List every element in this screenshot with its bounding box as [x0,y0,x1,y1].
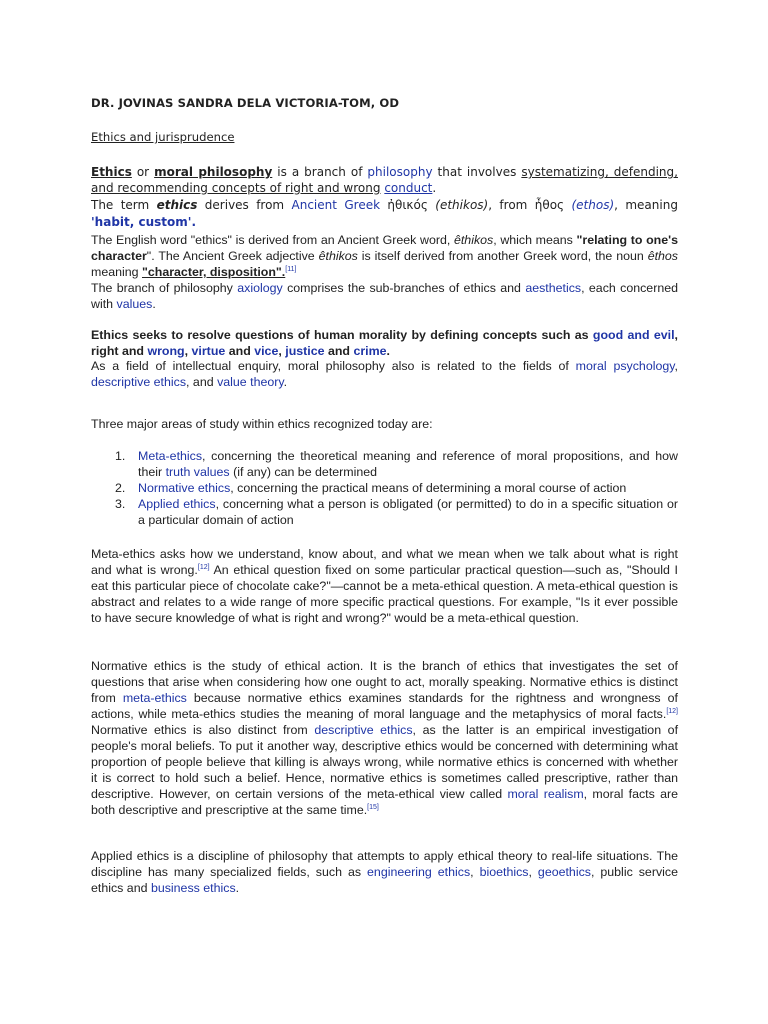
link-business-ethics[interactable]: business ethics [150,881,236,895]
link-meta-ethics[interactable]: Meta-ethics [138,449,203,463]
list-item [91,496,678,528]
text: , [528,865,532,879]
text: , from [488,198,528,212]
text: and [327,344,350,358]
paragraph-definition [91,164,678,196]
text: , concerning the theoretical meaning and reference of moral propositions, and how their [138,449,678,479]
text: Applied ethics is a discipline of philosophy that attempts to apply ethical theory to real-life situations. The discipline has many specialized fields, such as [91,849,678,879]
link-wrong[interactable]: wrong [147,344,185,358]
meaning-phrase: "character, disposition". [141,265,286,279]
greek-term: êthos [647,249,678,263]
greek-word: ἦθος [534,198,565,212]
greek-term: êthikos [318,249,358,263]
link-conduct[interactable]: conduct [384,181,433,195]
link-descriptive-ethics-2[interactable]: descriptive ethics [314,723,413,737]
list-number: 3. [115,497,126,511]
term-ethics: Ethics [91,165,132,179]
text: Meta-ethics asks how we understand, know about, and what we mean when we talk about what is right and what is wrong. [91,547,678,577]
link-truth-values[interactable]: truth values [165,465,230,479]
text: , meaning [614,198,678,212]
link-normative-ethics[interactable]: Normative ethics [138,481,231,495]
text: . [235,881,240,895]
link-ancient-greek[interactable]: Ancient Greek [291,198,381,212]
text: The term [91,198,150,212]
meaning-habit-custom: 'habit, custom'. [91,215,197,229]
text: because normative ethics examines standards for the rightness and wrongness of actions, while meta-ethics studies the meaning of moral language and the metaphysics of moral facts. [91,691,678,721]
text: , which means [493,233,573,247]
text: that involves [437,165,517,179]
term-moral-philosophy: moral philosophy [154,165,273,179]
text: comprises the sub-branches of ethics and [287,281,521,295]
text: , each concerned with [91,281,679,311]
link-applied-ethics[interactable]: Applied ethics [138,497,216,511]
paragraph-english-word [91,232,678,280]
greek-word: ἠθικός [387,198,428,212]
citation[interactable]: [11] [285,265,297,273]
link-axiology[interactable]: axiology [237,281,283,295]
link-descriptive-ethics[interactable]: descriptive ethics [91,375,187,389]
areas-list [91,448,678,528]
term-ethics-italic: ethics [156,198,198,212]
list-item [91,448,678,480]
text: . [432,181,437,195]
text: , public service ethics and [91,865,678,895]
text: Ethics seeks to resolve questions of human morality by defining concepts such as [91,328,589,342]
text: , concerning what a person is obligated (or permitted) to do in a specific situation or a particular domain of action [138,497,678,527]
link-good-and-evil[interactable]: good and evil [592,328,675,342]
text: , concerning the practical means of determining a moral course of action [230,481,627,495]
text: derives from [204,198,285,212]
text: ". The Ancient Greek adjective [146,249,315,263]
meaning-phrase: "relating to one's character [91,233,678,263]
list-number: 2. [115,481,126,495]
text: . [152,297,156,311]
citation[interactable]: [12] [197,563,210,571]
link-crime[interactable]: crime [353,344,387,358]
text: The branch of philosophy [91,281,233,295]
text: , as the latter is an empirical investigation of people's moral beliefs. To put it another way, descriptive ethics would be concerned with determining what proportion of people believe that killing is always wrong, while normative ethics is concerned with whether it is correct to hold such a belief. Hence, normative ethics is sometimes called prescriptive, rather than descriptive. However, on certain versions of the meta-ethical view called [91,723,679,801]
text: , moral facts are both descriptive and prescriptive at the same time. [91,787,678,817]
text: (if any) can be determined [233,465,378,479]
text: and [228,344,251,358]
text: , [470,865,474,879]
link-geoethics[interactable]: geoethics [537,865,591,879]
list-item [91,480,678,496]
text: Normative ethics is the study of ethical action. It is the branch of ethics that investigates the set of questions that arise when considering how one ought to act, morally speaking. Normative ethics is distinct from [91,659,678,705]
paragraph-field [91,358,678,390]
text: The English word "ethics" is derived from an Ancient Greek word, [91,233,451,247]
text: . [283,375,288,389]
text: is itself derived from another Greek word, the noun [361,249,644,263]
text: , and [186,375,214,389]
citation[interactable]: [15] [367,803,379,811]
text: is a branch of [277,165,363,179]
list-number: 1. [115,449,126,463]
link-bioethics[interactable]: bioethics [479,865,529,879]
paragraph-axiology [91,280,678,312]
link-value-theory[interactable]: value theory [217,375,284,389]
paragraph-meta-ethics [91,546,678,626]
text: or [136,165,150,179]
text: Normative ethics is also distinct from [91,723,308,737]
paragraph-applied-ethics [91,848,678,896]
text: , [674,359,678,373]
citation[interactable]: [12] [666,707,678,715]
text: As a field of intellectual enquiry, moral philosophy also is related to the fields of [91,359,569,373]
link-moral-realism[interactable]: moral realism [507,787,584,801]
text: meaning [91,265,139,279]
link-aesthetics[interactable]: aesthetics [525,281,582,295]
paragraph-etymology [91,197,678,231]
link-moral-psychology[interactable]: moral psychology [575,359,675,373]
text: , [278,344,282,358]
paragraph-morality [91,327,678,359]
link-virtue[interactable]: virtue [191,344,226,358]
link-vice[interactable]: vice [254,344,279,358]
underlined-phrase: systematizing, defending, and recommending concepts of right and wrong [91,165,678,195]
link-values[interactable]: values [116,297,153,311]
transliteration: (ethos) [571,198,615,212]
text: . [386,344,390,358]
author-name: DR. JOVINAS SANDRA DELA VICTORIA-TOM, OD [91,96,400,110]
link-philosophy[interactable]: philosophy [367,165,433,179]
greek-term: êthikos [453,233,494,247]
transliteration: (ethikos) [435,198,489,212]
link-justice[interactable]: justice [285,344,325,358]
paragraph-normative-ethics [91,658,678,818]
document-subject: Ethics and jurisprudence [91,130,235,144]
text: An ethical question fixed on some particular practical question—such as, "Should I eat this particular piece of chocolate cake?"—cannot be a meta-ethical question. A meta-ethical question is abstract and relates to a wide range of more specific practical questions. For example, "Is it ever possible to have secure knowledge of what is right and wrong?" would be a meta-ethical question. [91,563,679,625]
text: , right and [91,328,678,358]
paragraph-areas-intro: Three major areas of study within ethics recognized today are: [91,417,433,431]
text: , [184,344,189,358]
link-meta-ethics-2[interactable]: meta-ethics [122,691,187,705]
link-engineering-ethics[interactable]: engineering ethics [367,865,471,879]
